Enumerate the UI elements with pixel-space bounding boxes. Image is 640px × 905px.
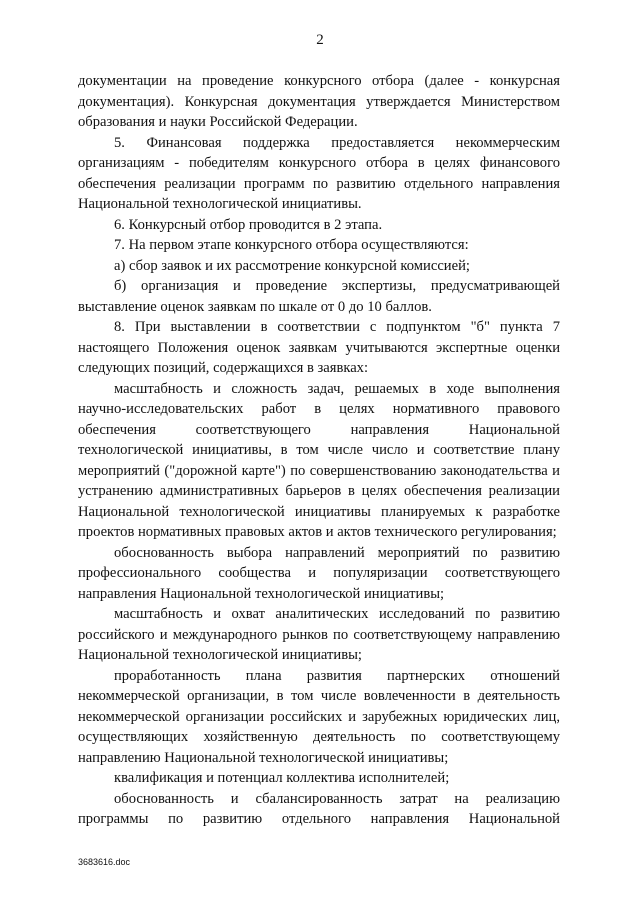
paragraph-subitem-b: б) организация и проведение экспертизы, предусматривающей выставление оценок заявкам по шкале от 0 до 10 баллов. [78,278,560,315]
paragraph-item-6: 6. Конкурсный отбор проводится в 2 этапа. [114,216,383,233]
criterion-costs: обоснованность и сбалансированность затрат на реализацию программы по развитию отдельного направления Национальной [78,790,560,827]
criterion-market-research: масштабность и охват аналитических исследований по развитию российского и международного рынков по соответствующему направлению Национальной технологической инициативы; [78,606,560,663]
document-body [78,71,560,830]
paragraph-item-5: 5. Финансовая поддержка предоставляется некоммерческим организациям - победителям конкурсного отбора в целях финансового обеспечения реализации программ по развитию отдельного направления Национальной технологической инициативы. [78,134,560,212]
criterion-community: обоснованность выбора направлений мероприятий по развитию профессионального сообщества и популяризации соответствующего направления Национальной технологической инициативы; [78,544,560,602]
criterion-partnership: проработанность плана развития партнерских отношений некоммерческой организации, в том числе вовлеченности в деятельность некоммерческой организации российских и зарубежных юридических лиц, осуществляющих хозяйственную деятельность по соответствующему направлению Национальной технологической инициативы; [78,667,560,766]
document-footer: 3683616.doc [78,857,131,867]
page-number: 2 [316,32,324,48]
criterion-scale: масштабность и сложность задач, решаемых в ходе выполнения научно-исследовательских работ в целях нормативного правового обеспечения соответствующего направления Национальной технологической инициативы, в том числе число и соответствие плану мероприятий ("дорожной карте") по совершенствованию законодательства и устранению административных барьеров в целях обеспечения реализации Национальной технологической инициативы планируемых к разработке проектов нормативных правовых актов и актов технического регулирования; [78,380,560,540]
criterion-qualification: квалификация и потенциал коллектива исполнителей; [114,770,450,786]
paragraph-subitem-a: а) сбор заявок и их рассмотрение конкурсной комиссией; [114,257,470,274]
paragraph-item-8: 8. При выставлении в соответствии с подпунктом "б" пункта 7 настоящего Положения оценок заявкам учитываются экспертные оценки следующих позиций, содержащихся в заявках: [78,319,560,376]
paragraph-item-7: 7. На первом этапе конкурсного отбора осуществляются: [114,237,469,253]
paragraph-continuation: документации на проведение конкурсного отбора (далее - конкурсная документация). Конкурсная документация утверждается Министерством образования и науки Российской Федерации. [78,73,560,130]
